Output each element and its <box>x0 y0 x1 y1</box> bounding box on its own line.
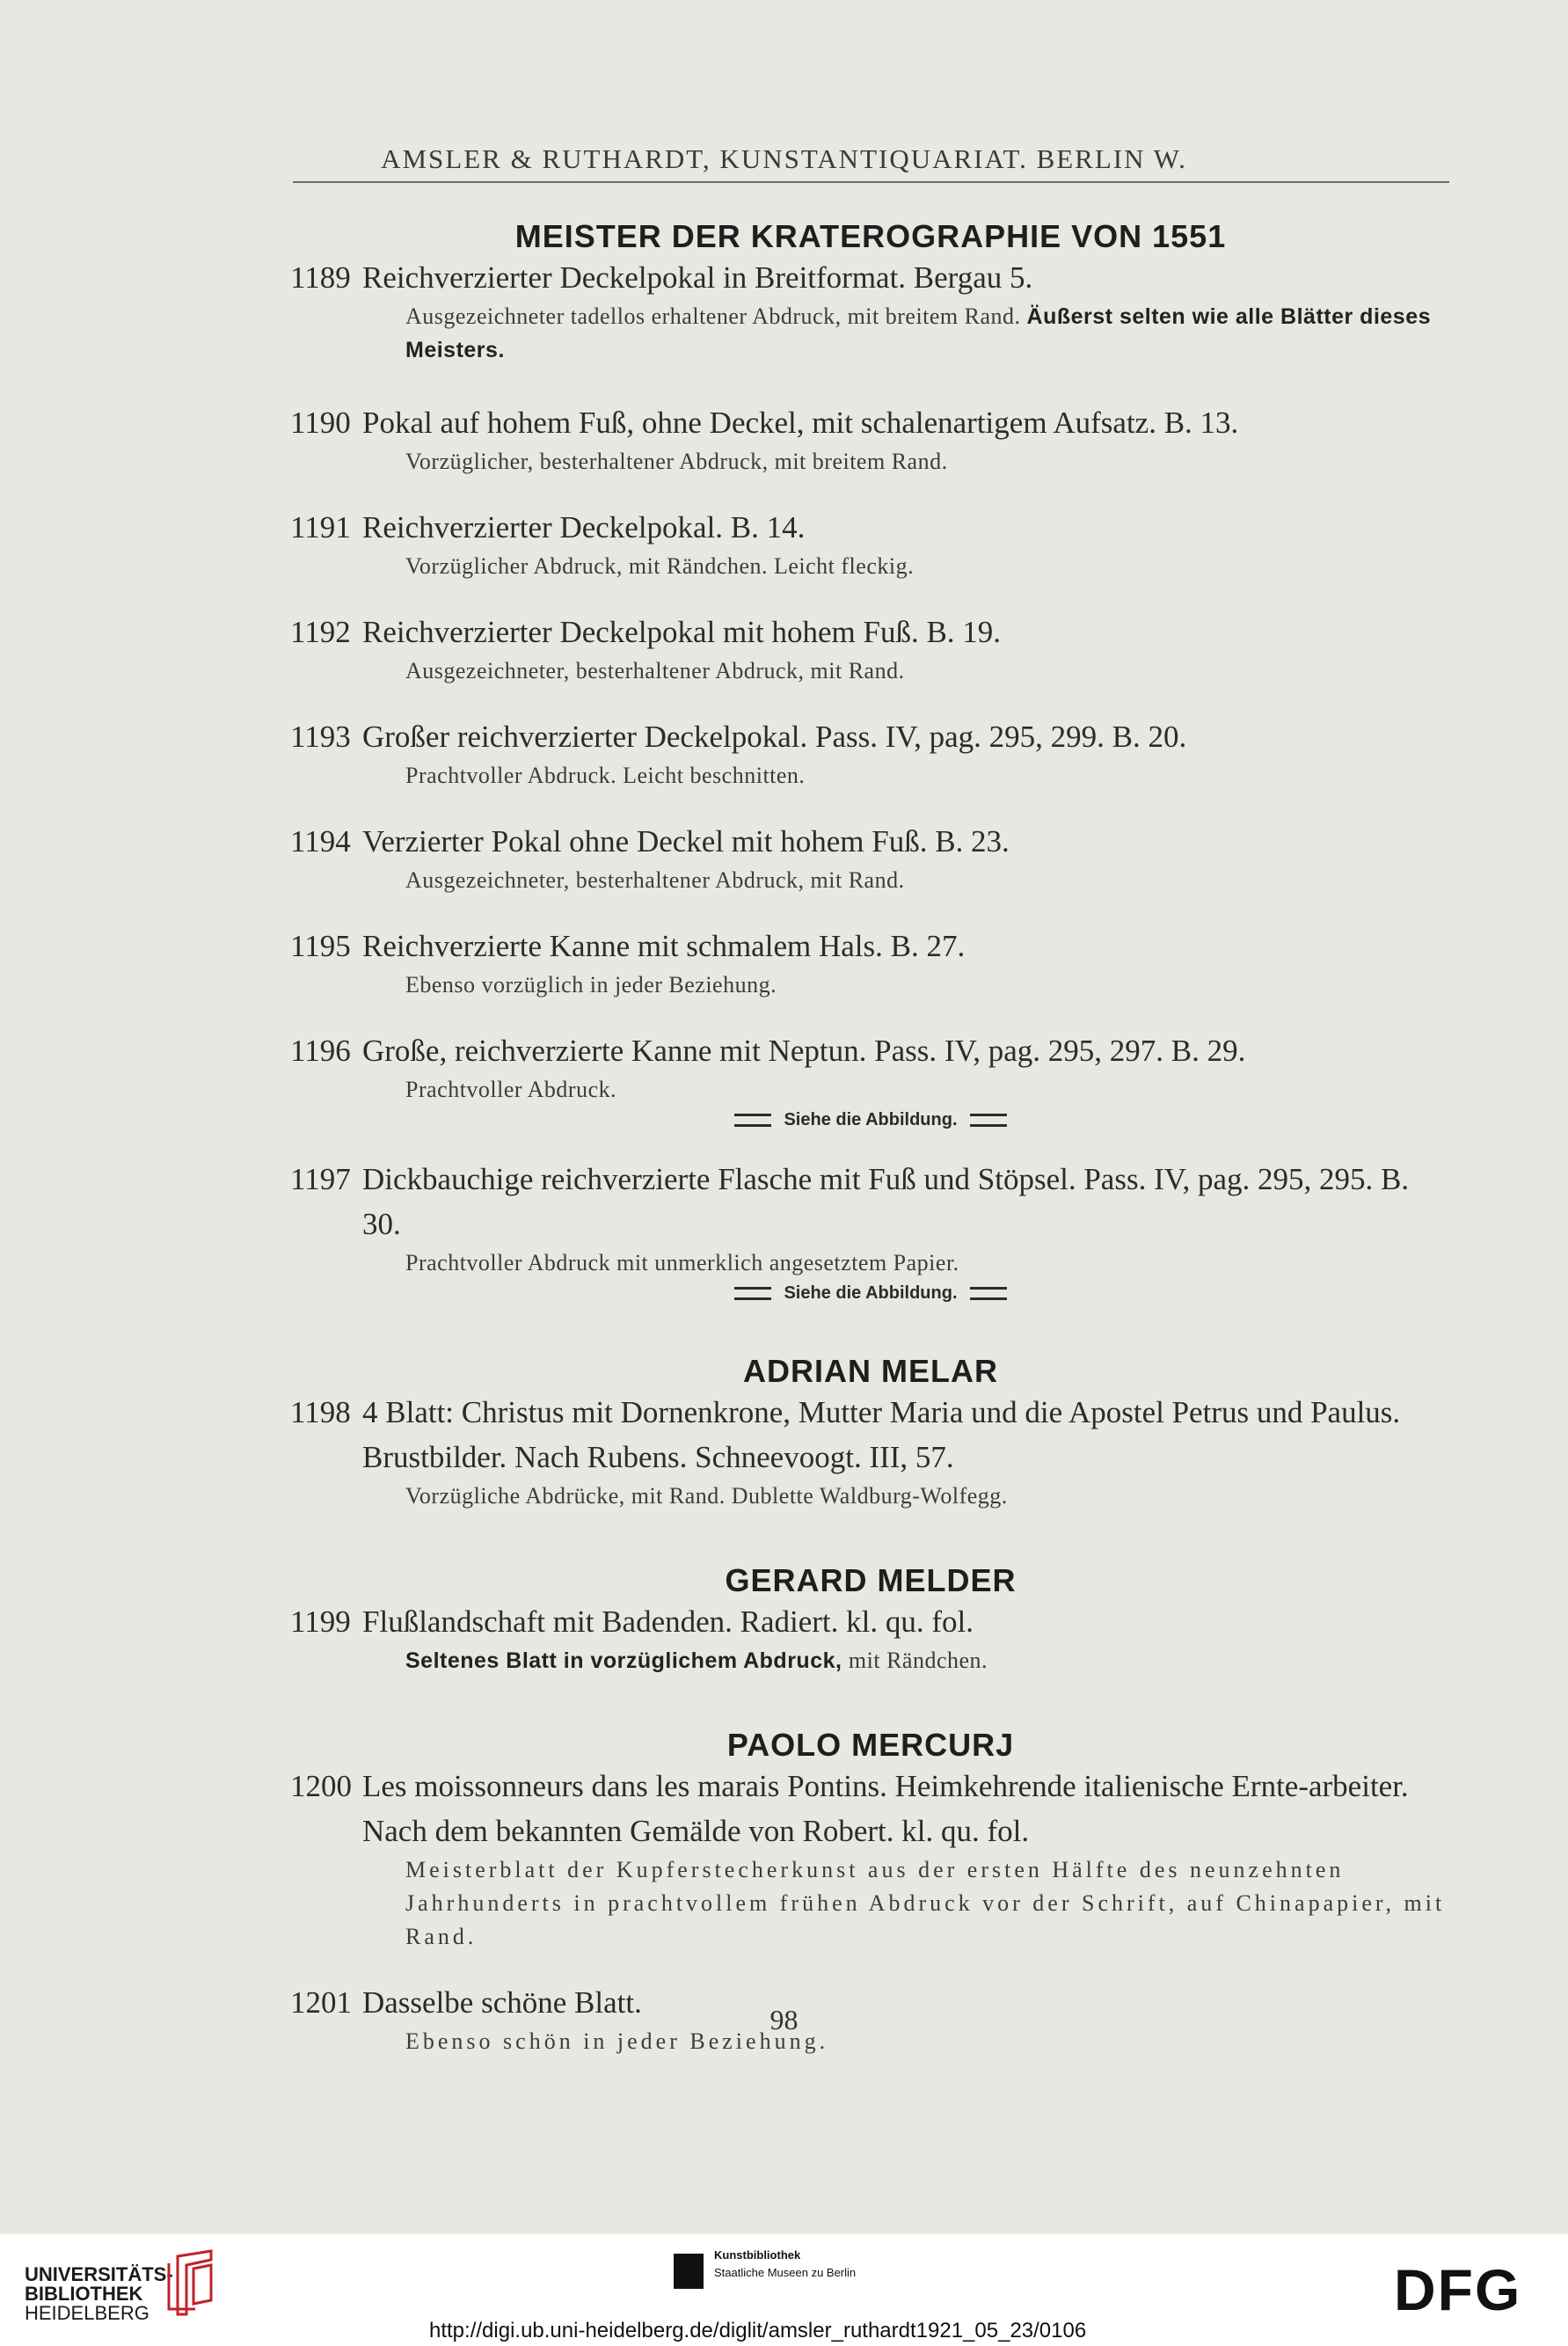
header-rule <box>293 181 1449 183</box>
lot-title: Les moissonneurs dans les marais Pontins. Heimkehrende italienische Ernte-arbeiter. Nach dem bekannten Gemälde von Robert. kl. qu. fol. <box>362 1769 1409 1848</box>
permalink-url[interactable]: http://digi.ub.uni-heidelberg.de/diglit/amsler_ruthardt1921_05_23/0106 <box>429 2319 1087 2342</box>
lot-title: Pokal auf hohem Fuß, ohne Deckel, mit schalenartigem Aufsatz. B. 13. <box>362 406 1239 440</box>
lot-description: Ebenso vorzüglich in jeder Beziehung. <box>405 972 777 998</box>
lot-description: Seltenes Blatt in vorzüglichem Abdruck, mit Rändchen. <box>405 1648 988 1673</box>
catalog-entry <box>290 400 1451 479</box>
catalog-entry <box>290 1390 1451 1513</box>
lot-title: Flußlandschaft mit Badenden. Radiert. kl. qu. fol. <box>362 1604 974 1639</box>
lot-description: Prachtvoller Abdruck. Leicht beschnitten. <box>405 763 806 788</box>
lot-description: Ebenso schön in jeder Beziehung. <box>405 2028 829 2054</box>
lot-title: Großer reichverzierter Deckelpokal. Pass. IV, pag. 295, 299. B. 20. <box>362 720 1187 754</box>
library-name-line: UNIVERSITÄTS- <box>25 2263 173 2285</box>
lot-description: Vorzügliche Abdrücke, mit Rand. Dublette Waldburg-Wolfegg. <box>405 1483 1008 1509</box>
lot-number: 1198 <box>290 1395 351 1429</box>
lot-number: 1197 <box>290 1162 351 1196</box>
section-heading: GERARD MELDER <box>725 1562 1017 1598</box>
lot-title: Große, reichverzierte Kanne mit Neptun. Pass. IV, pag. 295, 297. B. 29. <box>362 1034 1246 1068</box>
illustration-note: Siehe die Abbildung. <box>290 1110 1451 1130</box>
kunstbibliothek-icon <box>674 2254 704 2289</box>
section-heading: ADRIAN MELAR <box>743 1353 998 1389</box>
lot-number: 1195 <box>290 929 351 963</box>
kunstbibliothek-subtitle: Staatliche Museen zu Berlin <box>714 2266 857 2279</box>
lot-description: Prachtvoller Abdruck mit unmerklich angesetztem Papier. <box>405 1250 959 1275</box>
lot-number: 1190 <box>290 406 351 440</box>
catalog-entry <box>290 610 1451 688</box>
lot-title: Reichverzierter Deckelpokal. B. 14. <box>362 510 806 544</box>
lot-number: 1192 <box>290 615 351 649</box>
catalog-entry <box>290 924 1451 1002</box>
catalog-entry <box>290 1157 1451 1304</box>
lot-title: Dickbauchige reichverzierte Flasche mit Fuß und Stöpsel. Pass. IV, pag. 295, 295. B. 30. <box>362 1162 1410 1241</box>
lot-description-emphasis: Seltenes Blatt in vorzüglichem Abdruck, <box>405 1648 849 1673</box>
lot-number: 1199 <box>290 1604 351 1639</box>
lot-number: 1194 <box>290 824 351 859</box>
illustration-note: Siehe die Abbildung. <box>290 1283 1451 1304</box>
lot-number: 1201 <box>290 1985 352 2020</box>
catalog-entry <box>290 255 1451 367</box>
section-heading: PAOLO MERCURJ <box>726 1727 1015 1763</box>
running-head: AMSLER & RUTHARDT, KUNSTANTIQUARIAT. BERLIN W. <box>381 143 1187 174</box>
library-name-line: HEIDELBERG <box>25 2302 150 2324</box>
catalog-content <box>290 218 1451 2058</box>
lot-description: Vorzüglicher Abdruck, mit Rändchen. Leicht fleckig. <box>405 553 915 579</box>
library-emblem-icon <box>160 2247 220 2318</box>
lot-title: Reichverzierte Kanne mit schmalem Hals. B. 27. <box>362 929 966 963</box>
lot-description: Ausgezeichneter, besterhaltener Abdruck, mit Rand. <box>405 658 905 683</box>
lot-description: Prachtvoller Abdruck. <box>405 1077 617 1102</box>
lot-number: 1200 <box>290 1769 352 1803</box>
library-name-line: BIBLIOTHEK <box>25 2283 143 2305</box>
lot-title: Reichverzierter Deckelpokal mit hohem Fuß. B. 19. <box>362 615 1002 649</box>
lot-title: Dasselbe schöne Blatt. <box>362 1985 642 2020</box>
lot-title: 4 Blatt: Christus mit Dornenkrone, Mutter Maria und die Apostel Petrus und Paulus. Brustbilder. Nach Rubens. Schneevoogt. III, 57. <box>362 1395 1401 1474</box>
lot-title: Reichverzierter Deckelpokal in Breitformat. Bergau 5. <box>362 260 1033 295</box>
dfg-logo[interactable]: DFG <box>1394 2257 1522 2322</box>
lot-number: 1189 <box>290 260 351 295</box>
catalog-entry <box>290 714 1451 793</box>
catalog-entry <box>290 819 1451 897</box>
kunstbibliothek-title: Kunstbibliothek <box>714 2248 801 2262</box>
lot-number: 1191 <box>290 510 351 544</box>
lot-description: Meisterblatt der Kupferstecherkunst aus der ersten Hälfte des neunzehnten Jahrhunderts in prachtvollem frühen Abdruck vor der Schrift, auf Chinapapier, mit Rand. <box>405 1857 1446 1949</box>
lot-description: Ausgezeichneter tadellos erhaltener Abdruck, mit breitem Rand. Äußerst selten wie alle Blätter dieses Meisters. <box>405 303 1432 362</box>
section-heading: MEISTER DER KRATEROGRAPHIE VON 1551 <box>514 218 1227 254</box>
lot-description: Vorzüglicher, besterhaltener Abdruck, mit breitem Rand. <box>405 449 948 474</box>
lot-description: Ausgezeichneter, besterhaltener Abdruck, mit Rand. <box>405 867 905 893</box>
university-library-logo[interactable] <box>25 2265 173 2323</box>
lot-number: 1196 <box>290 1034 351 1068</box>
lot-description-emphasis: Äußerst selten wie alle Blätter dieses Meisters. <box>405 304 1432 362</box>
catalog-entry <box>290 1599 1451 1677</box>
lot-title: Verzierter Pokal ohne Deckel mit hohem Fuß. B. 23. <box>362 824 1010 859</box>
catalog-entry <box>290 505 1451 583</box>
page-number: 98 <box>769 2004 799 2035</box>
lot-number: 1193 <box>290 720 351 754</box>
catalog-entry <box>290 1028 1451 1130</box>
catalog-entry <box>290 1764 1451 1954</box>
